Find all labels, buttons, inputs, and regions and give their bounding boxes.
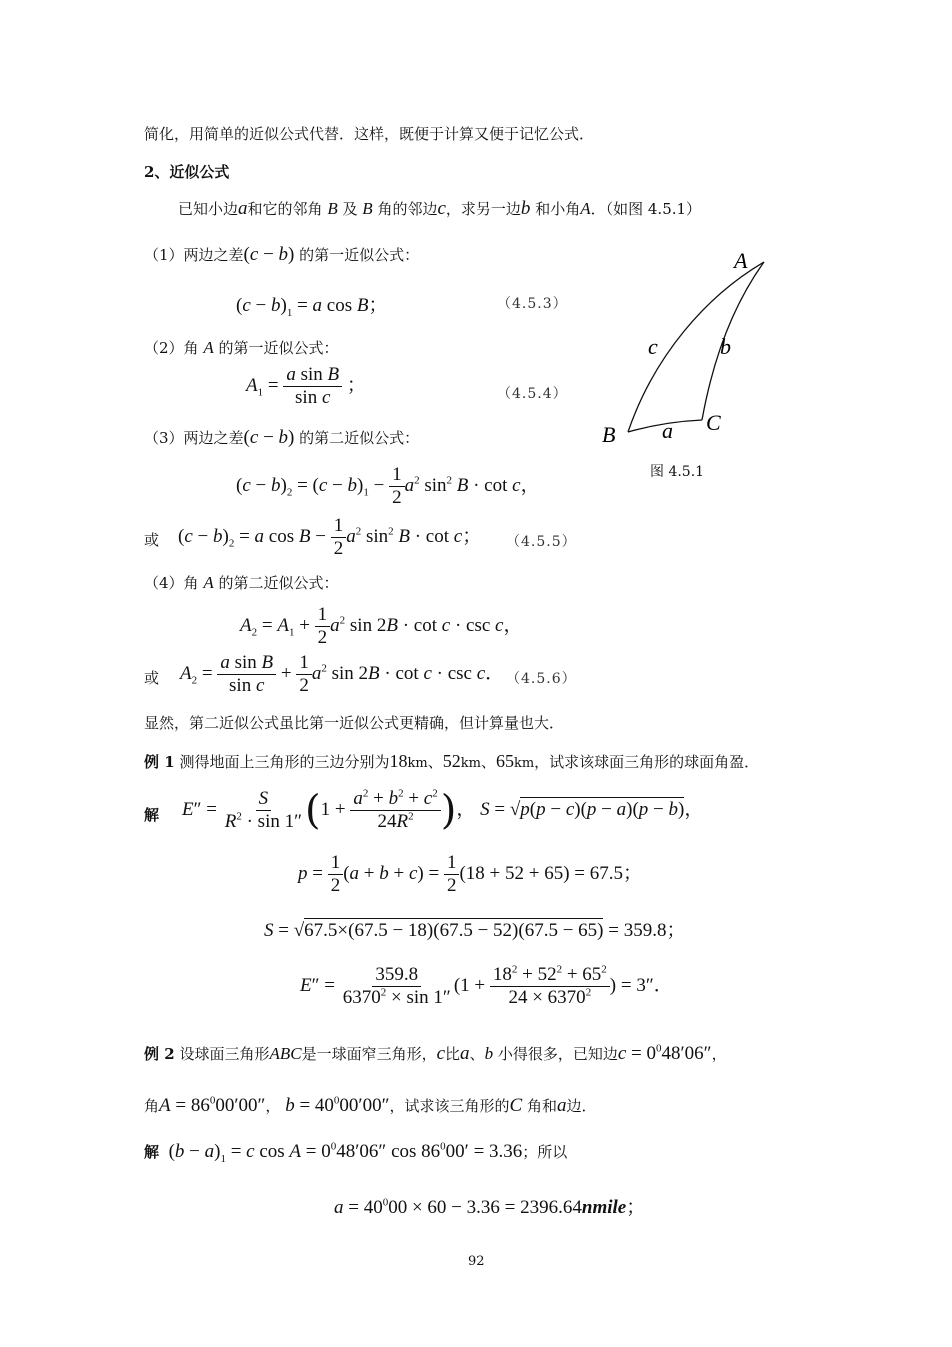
side-label-b: b	[720, 334, 731, 359]
eq-number-4-5-6: （4.5.6）	[506, 671, 577, 687]
conclusion: 显然，第二近似公式虽比第一近似公式更精确，但计算量也大．	[144, 714, 565, 732]
eq-number-4-5-4: （4.5.4）	[497, 386, 568, 402]
figure-caption: 图 4.5.1	[650, 464, 705, 480]
or-word-2: 或	[144, 669, 160, 687]
section-heading: 2、近似公式	[144, 163, 230, 181]
formula-s: S = √67.5×(67.5 − 18)(67.5 − 52)(67.5 − 65) = 359.8；	[264, 920, 686, 941]
formula-second-approx-2: $A_2 = A_1$ + $\frac{1}{2}$ $a^2$ sin 2B · cot c · csc c，	[240, 604, 523, 648]
example-2-line-2: 角$A = 86^000'00''$， $b = 40^000'00''$，试求该三角形的C 角和a边．	[144, 1094, 597, 1116]
item-2: （2）角 A 的第一近似公式：	[144, 338, 339, 357]
given-paragraph: 已知小边a和它的邻角 B 及 B 角的邻边c，求另一边b 和小角A．（如图 4.5.1）	[178, 198, 702, 219]
page-number: 92	[468, 1254, 485, 1269]
item-1: （1）两边之差(c − b) 的第一近似公式：	[144, 244, 420, 265]
vertex-label-B: B	[602, 422, 616, 447]
eq-number-4-5-3: （4.5.3）	[497, 296, 568, 312]
or-word-1: 或	[144, 531, 160, 549]
side-label-c: c	[648, 334, 658, 359]
eq-number-4-5-5: （4.5.5）	[506, 534, 577, 550]
item-3: （3）两边之差(c − b) 的第二近似公式：	[144, 427, 420, 448]
formula-e-value: E″ = $\frac{359.8}{6370^2 \times \sin 1''}$ (1 + $\frac{18^2 + 52^2 + 65^2}{24 \times 6370^2}$ ) = 3″．	[300, 963, 673, 1008]
side-b-curve	[702, 262, 764, 420]
example-2-solution: 解 $(b - a)_1 = c$ $\cos A = 0^048'06''$ $\cos 86^000' = 3.36$；所以	[144, 1140, 568, 1165]
vertex-label-A: A	[734, 248, 748, 273]
formula-4-5-4: $A_1$ = $\frac{\text{a sin B}}{\text{sin c}}$ ；	[246, 364, 366, 408]
item-4: （4）角 A 的第二近似公式：	[144, 573, 339, 592]
spherical-triangle-figure	[596, 244, 776, 454]
formula-p: p = $\frac{1}{2}$ (a + b + c) = $\frac{1}{2}$ (18 + 52 + 65) = 67.5；	[298, 852, 643, 896]
formula-4-5-5: $(c - b)_2 = a$ cos B − $\frac{1}{2}$ $a^2$ $\sin^2 B \cdot \cot c$；	[178, 515, 482, 559]
formula-a-result: $a = 40^000 \times 60 - 3.36$ = 2396.64nmile；	[334, 1196, 646, 1218]
formula-4-5-3: $(c - b)_1 = a$ cos B；	[236, 295, 388, 319]
formula-second-approx-1: $(c - b)_2 = (c - b)_1$ − $\frac{1}{2}$ $a^2$ $\sin^2 B \cdot \cot c$，	[236, 464, 540, 508]
example-1-statement: 例 1 测得地面上三角形的三边分别为18km、52km、65km，试求该球面三角形的球面角盈．	[144, 751, 760, 771]
formula-4-5-6: $A_2$ = $\frac{\text{a sin B}}{\text{sin c}}$ + $\frac{1}{2}$ $a^2$ sin 2B · cot c · csc c．	[180, 652, 505, 696]
intro-line: 简化，用简单的近似公式代替．这样，既便于计算又便于记忆公式．	[144, 125, 595, 143]
solution-1-label: 解	[144, 806, 160, 824]
vertex-label-C: C	[706, 410, 721, 435]
formula-excess: E″ = $\frac{S}{R^2 \cdot \sin 1''}$ (1 + $\frac{a^2 + b^2 + c^2}{24R^2}$ )， S = √p(p − c)(p − a)(p − b)，	[182, 787, 704, 834]
side-label-a: a	[662, 418, 673, 443]
example-2-line-1: 例 2 设球面三角形ABC是一球面窄三角形，c比a、b 小得很多，已知边$c = 0^048'06''$，	[144, 1042, 727, 1064]
